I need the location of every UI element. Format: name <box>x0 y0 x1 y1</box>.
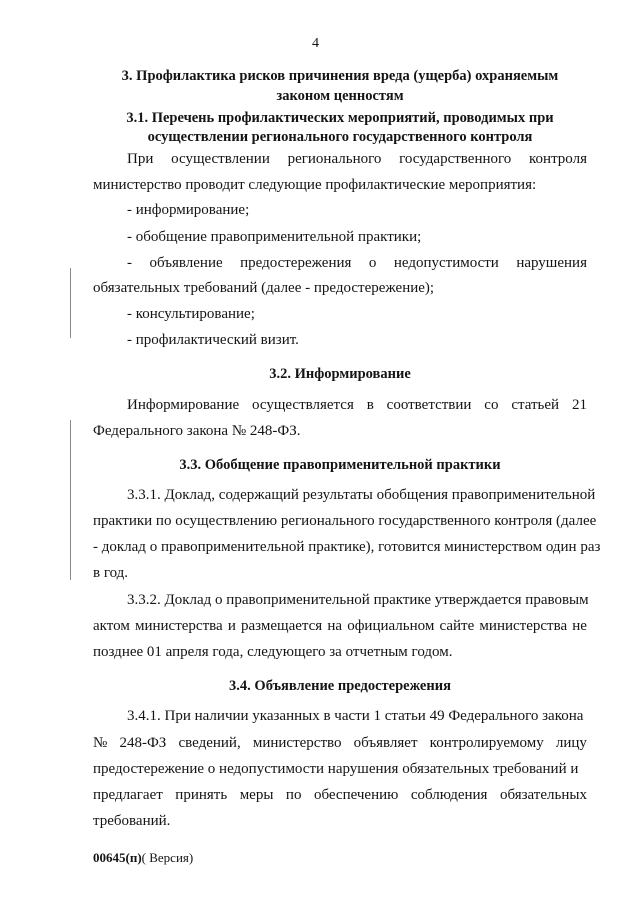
word: в <box>366 397 374 413</box>
word: по <box>285 787 302 803</box>
word: предлагает <box>93 787 163 803</box>
word: актом <box>93 618 130 634</box>
s31-list-item-5: - профилактический визит. <box>127 332 299 348</box>
section-3-1-heading-line-2: осуществлении регионального государственного контроля <box>147 129 533 145</box>
section-3-heading-line-2: законом ценностям <box>276 88 404 104</box>
s32-line-2: Федерального закона № 248-ФЗ. <box>93 423 301 439</box>
s31-list-item-2: - обобщение правоприменительной практики; <box>127 229 422 245</box>
s34-line-1: 3.4.1. При наличии указанных в части 1 статьи 49 Федерального закона <box>127 708 584 724</box>
s33-p2-line-1: 3.3.2. Доклад о правоприменительной практике утверждается правовым <box>127 592 589 608</box>
word: 248-ФЗ <box>119 735 167 751</box>
word: нарушения <box>516 255 587 271</box>
word: размещается <box>241 618 323 634</box>
word: принять <box>175 787 228 803</box>
word: осуществляется <box>252 397 354 413</box>
s34-line-4 <box>93 787 587 804</box>
word: Информирование <box>127 397 240 413</box>
word: контролируемому <box>429 735 544 751</box>
scan-margin-line <box>70 268 71 338</box>
word: лицу <box>555 735 587 751</box>
s31-list-item-3-line-2: обязательных требований (далее - предостережение); <box>93 280 435 296</box>
document-version: ( Версия) <box>141 850 194 865</box>
word: не <box>572 618 587 634</box>
word: обязательных <box>499 787 587 803</box>
section-3-heading-line-1: 3. Профилактика рисков причинения вреда (ущерба) охраняемым <box>121 68 559 84</box>
word: объявляет <box>353 735 418 751</box>
s33-p2-line-3: позднее 01 апреля года, следующего за отчетным годом. <box>93 644 453 660</box>
scan-margin-line <box>70 420 71 580</box>
s34-line-3: предостережение о недопустимости нарушения обязательных требований и <box>93 761 579 777</box>
word: о <box>368 255 377 271</box>
word: сайте <box>439 618 475 634</box>
word: меры <box>239 787 274 803</box>
s33-p1-line-2: практики по осуществлению регионального государственного контроля (далее <box>93 513 597 529</box>
section-3-3-heading: 3.3. Обобщение правоприменительной практики <box>179 457 501 473</box>
word: официальном <box>347 618 435 634</box>
s33-p1-line-3: - доклад о правоприменительной практике), готовится министерством один раз <box>93 539 601 555</box>
s31-intro-line-2: министерство проводит следующие профилактические мероприятия: <box>93 177 537 193</box>
word: 21 <box>571 397 587 413</box>
s33-p2-line-2 <box>93 618 587 635</box>
document-footer <box>93 850 193 866</box>
word: министерства <box>479 618 568 634</box>
word: статьей <box>511 397 560 413</box>
page-number: 4 <box>312 36 319 51</box>
word: со <box>484 397 499 413</box>
word: министерства <box>134 618 223 634</box>
word: соблюдения <box>410 787 488 803</box>
document-code: 00645(п) <box>93 850 142 865</box>
word: № <box>93 735 108 751</box>
word: контроля <box>529 151 587 167</box>
word: При <box>127 151 154 167</box>
word: и <box>227 618 236 634</box>
s33-p1-line-4: в год. <box>93 565 129 581</box>
s31-list-item-4: - консультирование; <box>127 306 255 322</box>
section-3-2-heading: 3.2. Информирование <box>269 366 411 382</box>
word: государственного <box>399 151 512 167</box>
word: на <box>327 618 343 634</box>
word: обеспечению <box>313 787 399 803</box>
s31-list-item-1: - информирование; <box>127 202 250 218</box>
word: предостережения <box>240 255 352 271</box>
word: сведений, <box>178 735 241 751</box>
word: регионального <box>287 151 382 167</box>
s31-list-item-3-line-1 <box>127 255 587 272</box>
word: недопустимости <box>393 255 499 271</box>
section-3-1-heading-line-1: 3.1. Перечень профилактических мероприятий, проводимых при <box>126 110 554 126</box>
word: министерство <box>252 735 342 751</box>
word: - <box>127 255 132 271</box>
word: объявление <box>149 255 223 271</box>
s33-p1-line-1: 3.3.1. Доклад, содержащий результаты обобщения правоприменительной <box>127 487 596 503</box>
s32-line-1 <box>127 397 587 414</box>
s31-intro-line-1 <box>127 151 587 168</box>
word: соответствии <box>386 397 472 413</box>
section-3-4-heading: 3.4. Объявление предостережения <box>229 678 451 694</box>
s34-line-5: требований. <box>93 813 171 829</box>
s34-line-2 <box>93 735 587 752</box>
word: осуществлении <box>171 151 270 167</box>
